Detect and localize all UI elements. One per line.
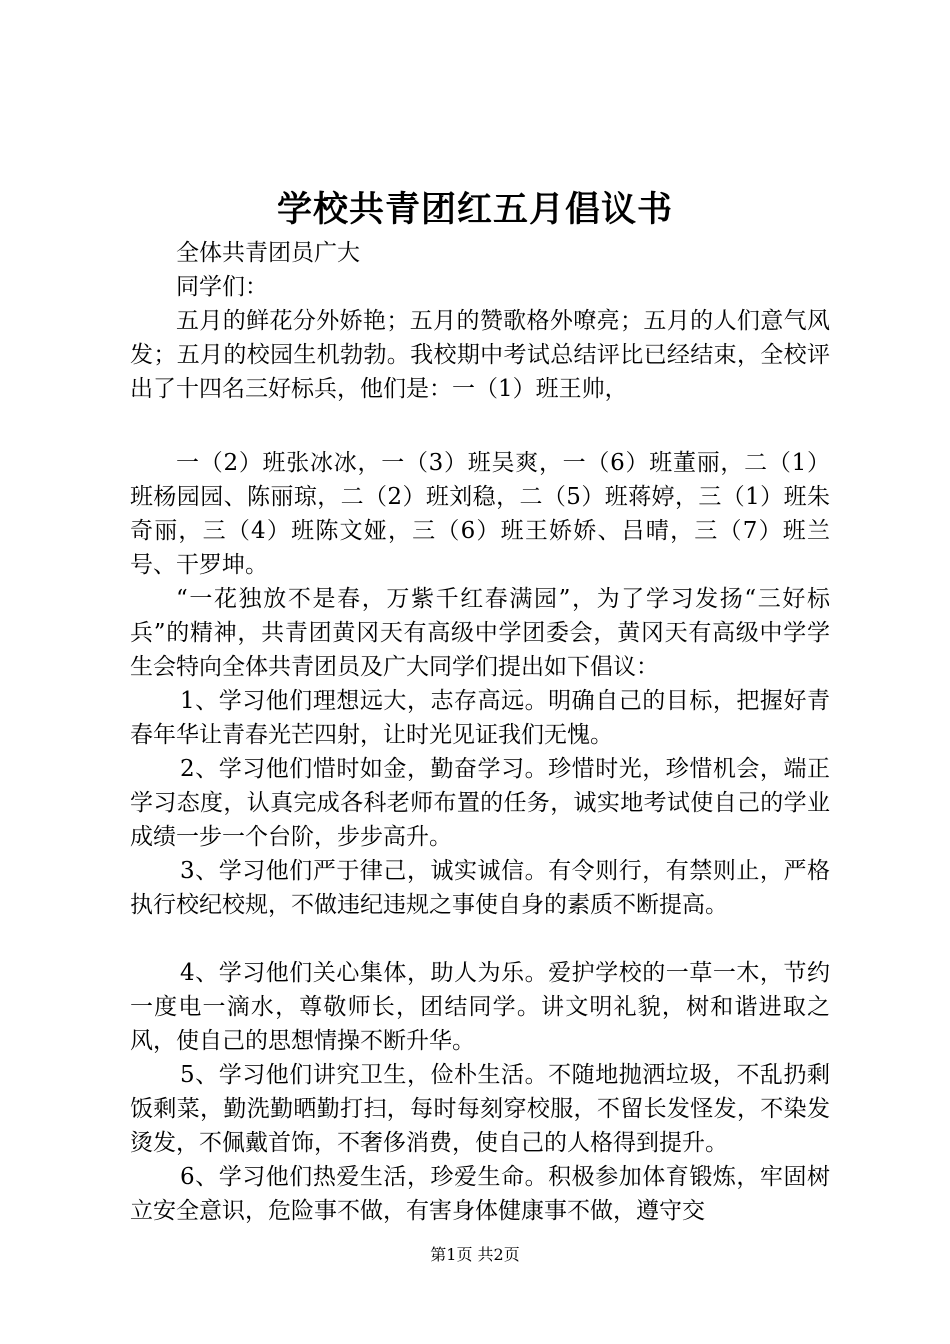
paragraph-gap	[130, 406, 830, 446]
paragraph-intro: 五月的鲜花分外娇艳；五月的赞歌格外嘹亮；五月的人们意气风发；五月的校园生机勃勃。我校期中考试总结评比已经结束，全校评出了十四名三好标兵，他们是：一（1）班王帅，	[130, 308, 830, 402]
document-title: 学校共青团红五月倡议书	[276, 189, 673, 230]
proposal-item-5: 5、学习他们讲究卫生，俭朴生活。不随地抛洒垃圾，不乱扔剩饭剩菜，勤洗勤晒勤打扫，每时每刻穿校服，不留长发怪发，不染发烫发，不佩戴首饰，不奢侈消费，使自己的人格得到提升。	[130, 1062, 830, 1156]
page-number-footer: 第1页 共2页	[430, 1245, 520, 1264]
paragraph-proposal: “一花独放不是春，万紫千红春满园”，为了学习发扬“三好标兵”的精神，共青团黄冈天有高级中学团委会，黄冈天有高级中学学生会特向全体共青团员及广大同学们提出如下倡议：	[130, 586, 830, 680]
proposal-item-4: 4、学习他们关心集体，助人为乐。爱护学校的一草一木，节约一度电一滴水，尊敬师长，团结同学。讲文明礼貌，树和谐进取之风，使自己的思想情操不断升华。	[130, 960, 830, 1054]
paragraph-gap	[130, 922, 830, 956]
document-body	[130, 236, 830, 1228]
proposal-item-3: 3、学习他们严于律己，诚实诚信。有令则行，有禁则止，严格执行校纪校规，不做违纪违规之事使自身的素质不断提高。	[130, 858, 830, 918]
paragraph-honor-list: 一（2）班张冰冰，一（3）班吴爽，一（6）班董丽，二（1）班杨园园、陈丽琼，二（2）班刘稳，二（5）班蒋婷，三（1）班朱奇丽，三（4）班陈文娅，三（6）班王娇娇、吕晴，三（7）班兰号、干罗坤。	[130, 450, 830, 578]
proposal-item-1: 1、学习他们理想远大，志存高远。明确自己的目标，把握好青春年华让青春光芒四射，让时光见证我们无愧。	[130, 688, 830, 748]
proposal-item-6: 6、学习他们热爱生活，珍爱生命。积极参加体育锻炼，牢固树立安全意识，危险事不做，有害身体健康事不做，遵守交	[130, 1164, 830, 1224]
proposal-item-2: 2、学习他们惜时如金，勤奋学习。珍惜时光，珍惜机会，端正学习态度，认真完成各科老师布置的任务，诚实地考试使自己的学业成绩一步一个台阶，步步高升。	[130, 756, 830, 850]
salutation-line-1: 全体共青团员广大	[176, 240, 360, 266]
salutation-line-2: 同学们：	[176, 274, 268, 300]
